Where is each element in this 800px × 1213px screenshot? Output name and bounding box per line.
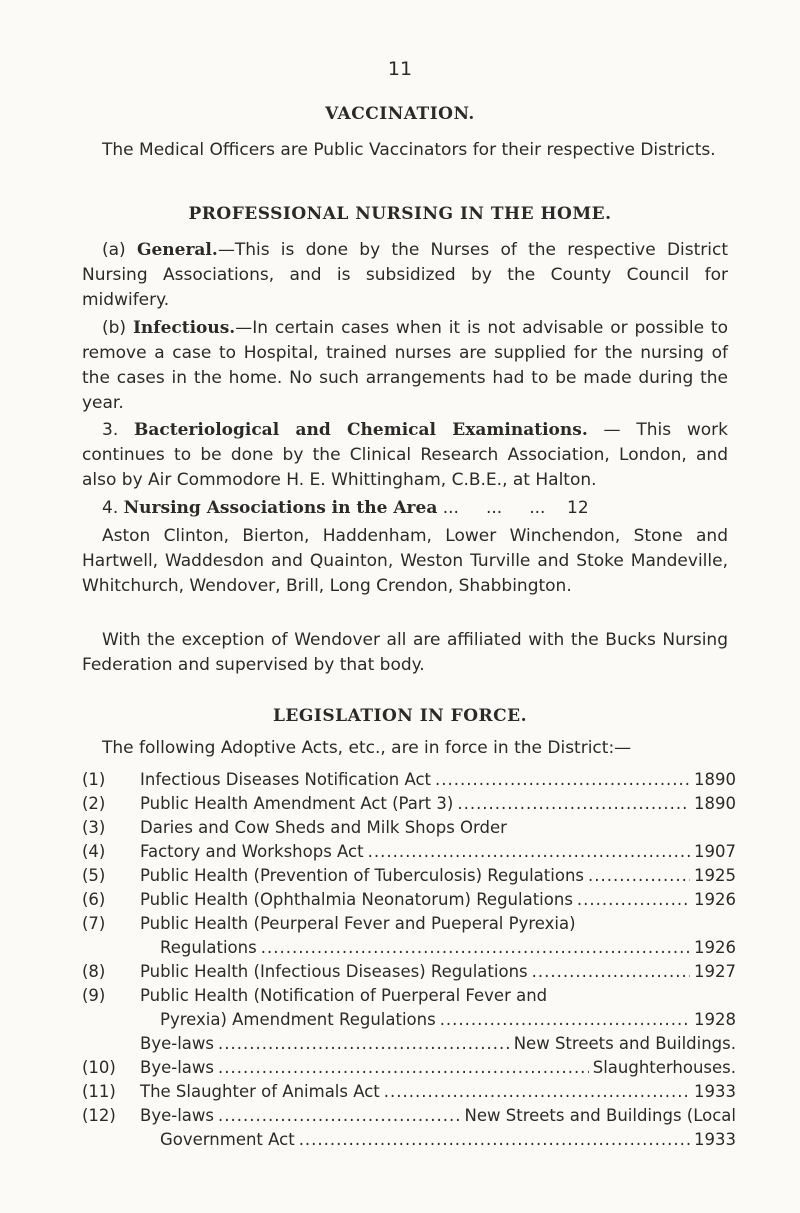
general-text: —This is done by the Nurses of the respective District Nursing Associations, and is subsidized by the County Council for midwifery. <box>82 240 728 310</box>
legislation-intro-paragraph <box>82 736 728 761</box>
legislation-item: (1) Infectious Diseases Notification Act ..... 1890 <box>82 768 736 792</box>
legislation-item: (4) Factory and Workshops Act ..... 1907 <box>82 840 736 864</box>
associations-marker: 4. <box>102 498 119 518</box>
associations-list: Aston Clinton, Bierton, Haddenham, Lower Winchendon, Stone and Hartwell, Waddesdon and Quainton, Weston Turville and Stoke Mandeville, Whitchurch, Wendover, Brill, Long Crendon, Shabbington. <box>82 526 728 596</box>
legislation-item: (5) Public Health (Prevention of Tuberculosis) Regulations ..... 1925 <box>82 864 736 888</box>
legislation-item: (12) Bye-laws ..... New Streets and Buildings (Local <box>82 1104 736 1128</box>
legislation-intro: The following Adoptive Acts, etc., are in force in the District:— <box>102 738 632 758</box>
bacteriological-text: — This work continues to be done by the Clinical Research Association, London, and also by Air Commodore H. E. Whittingham, C.B.E., at Halton. <box>82 420 729 490</box>
associations-title: Nursing Associations in the Area <box>123 498 438 518</box>
associations-count: 12 <box>567 498 589 518</box>
infectious-paragraph <box>82 316 728 416</box>
affiliation-paragraph <box>82 628 728 678</box>
general-marker: (a) <box>102 240 126 260</box>
legislation-item-continued: Pyrexia) Amendment Regulations ..... 1928 <box>82 1008 736 1032</box>
infectious-title: Infectious. <box>132 318 236 338</box>
infectious-text: —In certain cases when it is not advisable or possible to remove a case to Hospital, trained nurses are supplied for the nursing of the cases in the home. No such arrangements had to be made during the year. <box>82 318 728 413</box>
page-number: 11 <box>387 58 413 80</box>
associations-list-paragraph <box>82 524 728 599</box>
vaccination-text: The Medical Officers are Public Vaccinators for their respective Districts. <box>102 140 716 160</box>
affiliation-text: With the exception of Wendover all are affiliated with the Bucks Nursing Federation and supervised by that body. <box>82 630 728 675</box>
bacteriological-paragraph <box>82 418 728 493</box>
legislation-item: (3) Daries and Cow Sheds and Milk Shops Order <box>82 818 507 837</box>
associations-line <box>82 496 728 521</box>
vaccination-paragraph <box>82 138 728 163</box>
legislation-item: (2) Public Health Amendment Act (Part 3) ..... 1890 <box>82 792 736 816</box>
legislation-item-continued: Government Act ..... 1933 <box>82 1128 736 1152</box>
associations-leader: ... ... ... <box>437 498 568 518</box>
legislation-item: (10) Bye-laws ..... Slaughterhouses. <box>82 1056 736 1080</box>
general-paragraph <box>82 238 728 313</box>
legislation-item-continued: Regulations ..... 1926 <box>82 936 736 960</box>
legislation-list <box>82 768 736 1152</box>
legislation-item: (7) Public Health (Peurperal Fever and Pueperal Pyrexia) <box>82 914 576 933</box>
legislation-item: (9) Public Health (Notification of Puerperal Fever and <box>82 986 548 1005</box>
legislation-item: (6) Public Health (Ophthalmia Neonatorum) Regulations ..... 1926 <box>82 888 736 912</box>
nursing-heading: PROFESSIONAL NURSING IN THE HOME. <box>188 204 612 224</box>
bacteriological-title: Bacteriological and Chemical Examinations. <box>134 420 588 440</box>
vaccination-heading: VACCINATION. <box>325 104 475 124</box>
infectious-marker: (b) <box>102 318 127 338</box>
legislation-item: (11) The Slaughter of Animals Act ..... 1933 <box>82 1080 736 1104</box>
bacteriological-marker: 3. <box>102 420 119 440</box>
legislation-heading: LEGISLATION IN FORCE. <box>272 706 528 726</box>
legislation-item: Bye-laws ..... New Streets and Buildings. <box>82 1032 736 1056</box>
legislation-item: (8) Public Health (Infectious Diseases) Regulations ..... 1927 <box>82 960 736 984</box>
general-title: General. <box>136 240 218 260</box>
